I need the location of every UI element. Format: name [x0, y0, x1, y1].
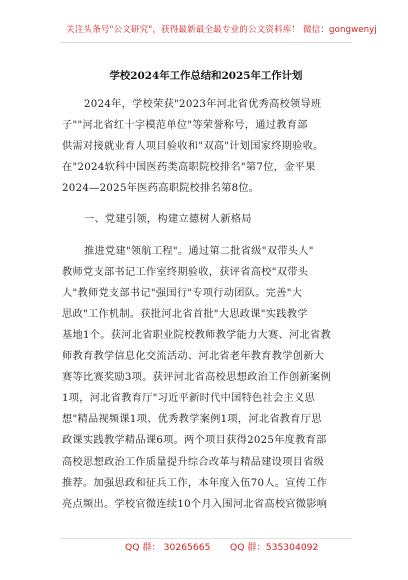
header-notice: 关注头条号"公文研究"，获得最新最全最专业的公文资料库！ 微信：gongwenyj [66, 25, 377, 35]
document-title: 学校2024年工作总结和2025年工作计划 [109, 70, 303, 82]
paragraph-line: 基地1个。获河北省职业院校教师教学能力大赛、河北省教 [62, 329, 331, 341]
paragraph-line: 想"精品视频课1项、优秀教学案例1项，河北省教育厅思 [62, 414, 322, 426]
paragraph-line: 政课实践教学精品课6项。两个项目获得2025年度教育部 [62, 435, 327, 447]
footer-qq-group-right: QQ 群：535304092 [230, 542, 319, 553]
paragraph-line: 子""河北省红十字模范单位"等荣誉称号，通过教育部 [62, 120, 308, 132]
paragraph-line: 推进党建"领航工程"。通过第二批省级"双带头人" [84, 245, 314, 257]
paragraph-line: 教师党支部书记工作室终期验收，获评省高校"双带头 [62, 266, 309, 278]
paragraph-line: 思政"工作机制。获批河北省首批"大思政课"实践教学 [62, 308, 308, 320]
paragraph-line: 赛等比赛奖励3项。获评河北省高校思想政治工作创新案例 [62, 372, 331, 384]
footer [60, 541, 352, 555]
paragraph-line: 在"2024软科中国医药类高职院校排名"第7位，金平果 [62, 162, 316, 174]
header-divider [60, 42, 352, 43]
section-heading: 一、党建引领，构建立德树人新格局 [84, 214, 252, 226]
paragraph-line: 推荐。加强思政和征兵工作，本年度入伍70人。宣传工作 [62, 477, 328, 489]
paragraph-line: 供需对接就业育人项目验收和"双高"计划国家终期验收。 [62, 141, 324, 153]
footer-divider [60, 538, 352, 539]
paragraph-line: 亮点频出。学校官微连续10个月入围河北省高校官微影响 [62, 498, 328, 510]
document-body [62, 94, 352, 515]
paragraph-line: 师教育教学信息化交流活动、河北省老年教育教学创新大 [62, 351, 325, 363]
paragraph-line: 人"教师党支部书记"强国行"专项行动团队。完善"大 [62, 287, 303, 299]
footer-qq-group-left: QQ 群： 30265665 [125, 542, 211, 553]
paragraph-line: 2024—2025年医药高职院校排名第8位。 [62, 183, 260, 195]
paragraph-line: 1项，河北省教育厅"习近平新时代中国特色社会主义思 [62, 393, 315, 405]
paragraph-line: 2024年，学校荣获"2023年河北省优秀高校领导班 [84, 99, 322, 110]
paragraph-line: 高校思想政治工作质量提升综合改革与精品建设项目省级 [62, 456, 325, 468]
